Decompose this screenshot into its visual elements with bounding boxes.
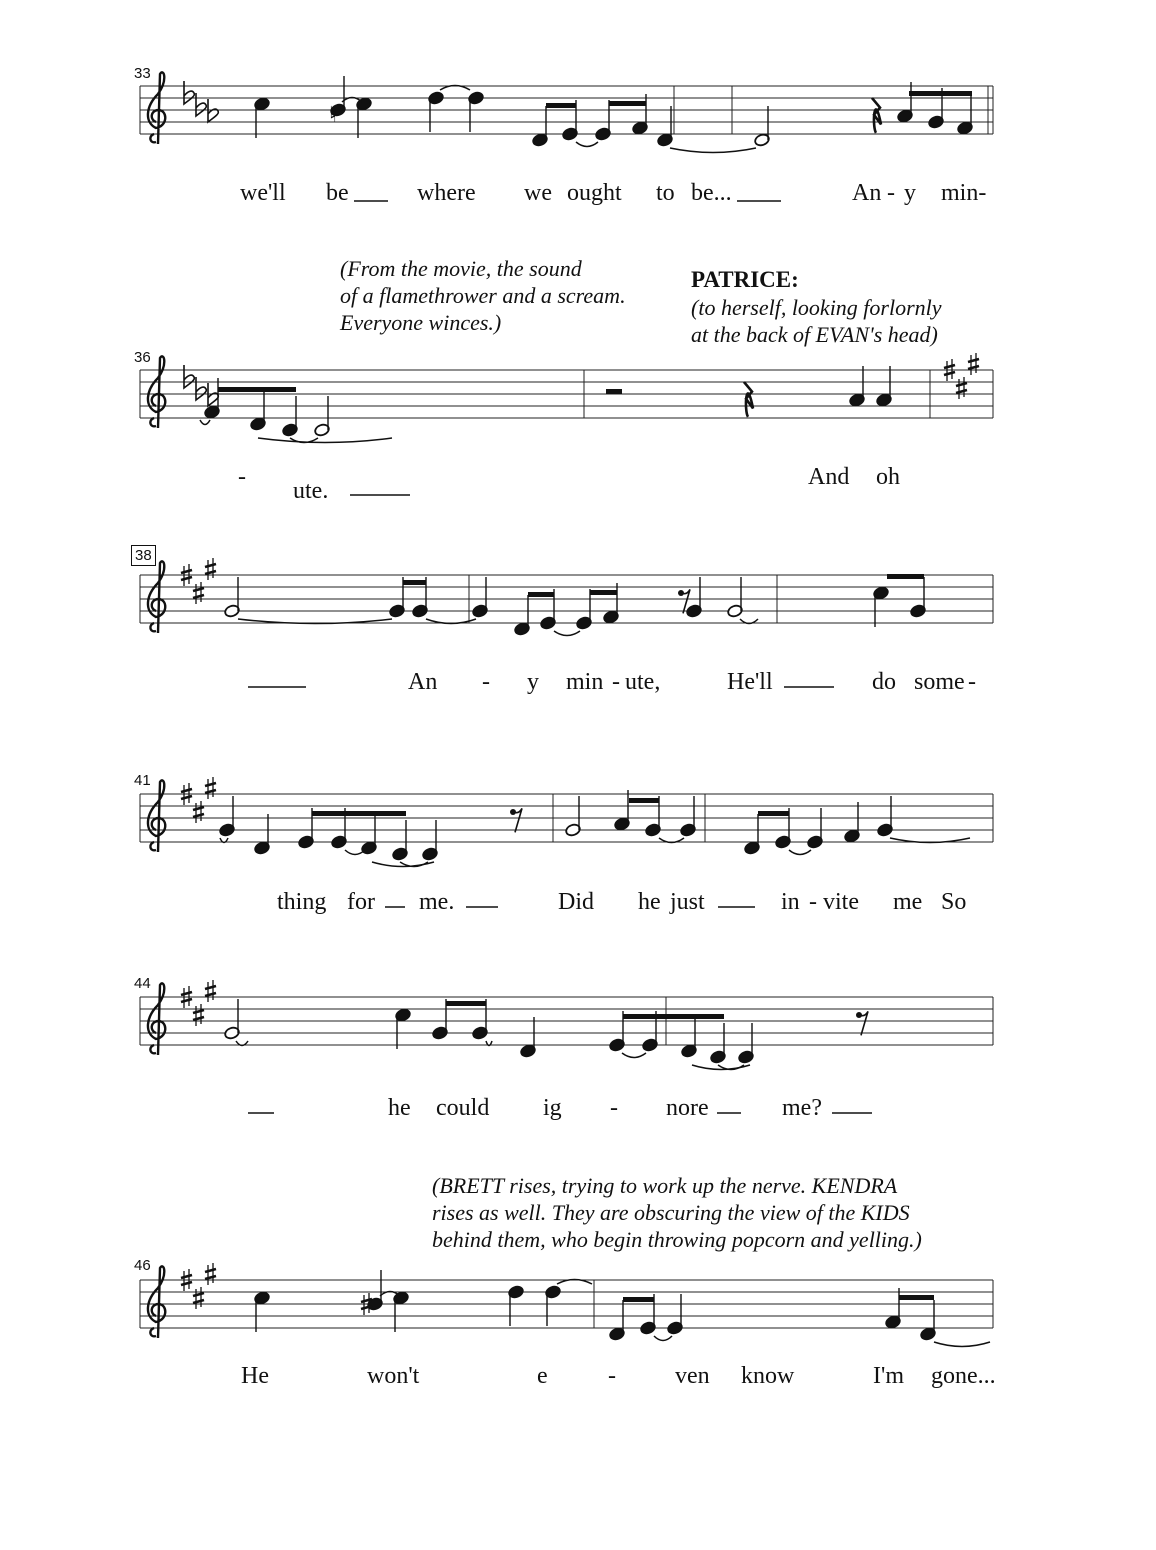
- measure-number-33: 33: [134, 65, 151, 82]
- sharp-sign: [193, 807, 204, 810]
- beam: [264, 387, 296, 392]
- lyric: e: [537, 1363, 548, 1389]
- beam: [623, 1014, 724, 1019]
- lyric: just: [670, 889, 705, 915]
- direction-line: (to herself, looking forlornly: [691, 295, 942, 320]
- direction-line: of a flamethrower and a scream.: [340, 283, 626, 308]
- lyric: nore: [666, 1095, 709, 1121]
- tie: [200, 420, 210, 425]
- tie: [934, 1342, 990, 1347]
- lyric: could: [436, 1095, 490, 1121]
- sharp-sign: [181, 1282, 192, 1285]
- sharp-sign: [944, 365, 955, 368]
- lyric: -: [482, 669, 490, 695]
- lyric: won't: [367, 1363, 420, 1389]
- lyric: ig: [543, 1095, 562, 1121]
- lyric: -: [612, 669, 620, 695]
- lyric: know: [741, 1363, 795, 1389]
- tie: [789, 850, 811, 855]
- lyric: thing: [277, 889, 327, 915]
- lyric: for: [347, 889, 375, 915]
- treble-clef: [148, 983, 165, 1055]
- sharp-sign: [193, 588, 204, 591]
- sharp-sign: [181, 570, 192, 573]
- lyric: me: [893, 889, 923, 915]
- measure-number-46: 46: [134, 1257, 151, 1274]
- direction-line: (From the movie, the sound: [340, 256, 582, 281]
- beam: [446, 1001, 486, 1006]
- sharp-sign: [205, 993, 216, 996]
- beam: [218, 387, 264, 392]
- beam: [887, 574, 924, 579]
- sharp-sign: [956, 383, 967, 386]
- sharp-sign: [193, 814, 204, 817]
- lyric: to: [656, 180, 675, 206]
- beam: [590, 590, 617, 595]
- flat-sign: [184, 81, 194, 104]
- lyric: Did: [558, 889, 594, 915]
- beam: [312, 811, 406, 816]
- sharp-sign: [205, 571, 216, 574]
- quarter-rest: [744, 382, 753, 417]
- lyric: -: [608, 1363, 616, 1389]
- character-name-patrice: PATRICE:: [691, 267, 799, 292]
- lyric: vite: [823, 889, 859, 915]
- measure-number-41: 41: [134, 772, 151, 789]
- direction-line: (BRETT rises, trying to work up the nerve. KENDRA: [432, 1173, 898, 1198]
- direction-line: behind them, who begin throwing popcorn and yelling.): [432, 1227, 922, 1252]
- sharp-sign: [193, 1017, 204, 1020]
- tie: [576, 142, 598, 147]
- beam: [403, 580, 426, 585]
- lyric: -: [968, 669, 976, 695]
- sharp-sign: [205, 1269, 216, 1272]
- direction-line: Everyone winces.): [340, 310, 502, 335]
- treble-clef: [148, 1266, 165, 1338]
- measure-number-36: 36: [134, 349, 151, 366]
- lyric: we: [524, 180, 552, 206]
- beam: [609, 101, 646, 106]
- sharp-sign: [205, 1276, 216, 1279]
- lyric: -: [238, 464, 246, 490]
- lyric: me.: [419, 889, 455, 915]
- lyric: y: [527, 669, 539, 695]
- sharp-sign: [956, 390, 967, 393]
- quarter-rest: [872, 98, 881, 133]
- lyric: he: [388, 1095, 411, 1121]
- lyric: -: [809, 889, 817, 915]
- flat-sign: [196, 377, 206, 400]
- lyric: be...: [691, 180, 732, 206]
- lyric: me?: [782, 1095, 822, 1121]
- tie: [670, 148, 756, 153]
- lyric: ought: [567, 180, 622, 206]
- lyric: min-: [941, 180, 987, 206]
- sharp-sign: [193, 595, 204, 598]
- lyric: where: [417, 180, 476, 206]
- tie: [654, 1336, 672, 1341]
- beam: [909, 91, 972, 96]
- sharp-sign: [181, 999, 192, 1002]
- sharp-sign: [181, 796, 192, 799]
- half-rest: [606, 389, 622, 394]
- sharp-sign: [181, 789, 192, 792]
- lyric: y: [904, 180, 916, 206]
- beam: [623, 1297, 654, 1302]
- measure-number-38: 38: [131, 545, 156, 566]
- lyric: An: [408, 669, 438, 695]
- lyric: we'll: [240, 180, 286, 206]
- lyric: he: [638, 889, 661, 915]
- beam: [899, 1295, 934, 1300]
- sharp-sign: [193, 1300, 204, 1303]
- lyric: ven: [675, 1363, 710, 1389]
- lyric: -: [610, 1095, 618, 1121]
- beam: [546, 103, 576, 108]
- direction-line: rises as well. They are obscuring the view of the KIDS: [432, 1200, 910, 1225]
- lyric: be: [326, 180, 349, 206]
- lyric: oh: [876, 464, 900, 490]
- beam: [758, 811, 789, 816]
- eighth-rest: [513, 808, 522, 832]
- treble-clef: [148, 780, 165, 852]
- sharp-sign: [205, 783, 216, 786]
- lyric: -: [887, 180, 895, 206]
- eighth-rest: [859, 1011, 868, 1035]
- treble-clef: [148, 356, 165, 428]
- sharp-sign: [181, 1275, 192, 1278]
- lyric: He: [241, 1363, 269, 1389]
- sharp-sign: [968, 359, 979, 362]
- lyric: min: [566, 669, 604, 695]
- flat-sign: [184, 365, 194, 388]
- slur: [258, 438, 392, 443]
- natural-sign: ♮: [329, 103, 337, 128]
- sharp-sign: [181, 992, 192, 995]
- measure-number-44: 44: [134, 975, 151, 992]
- beam: [629, 798, 659, 803]
- lyric: An: [852, 180, 882, 206]
- tie: [554, 631, 580, 636]
- treble-clef: [148, 72, 165, 144]
- lyric: So: [941, 889, 967, 915]
- sharp-sign: [968, 366, 979, 369]
- lyric: ute.: [293, 478, 329, 504]
- sharp-sign: [193, 1010, 204, 1013]
- flat-sign: [196, 93, 206, 116]
- lyric: He'll: [727, 669, 773, 695]
- lyric: I'm: [873, 1363, 904, 1389]
- sharp-sign: [181, 577, 192, 580]
- sharp-sign: [944, 372, 955, 375]
- lyric: And: [808, 464, 850, 490]
- lyric: do: [872, 669, 896, 695]
- sharp-sign: [205, 986, 216, 989]
- tie: [622, 1053, 646, 1058]
- lyric: gone...: [931, 1363, 996, 1389]
- lyric: ute,: [625, 669, 661, 695]
- lyric: in: [781, 889, 800, 915]
- direction-line: at the back of EVAN's head): [691, 322, 938, 347]
- sharp-sign: [205, 564, 216, 567]
- sharp-sign: [205, 790, 216, 793]
- treble-clef: [148, 561, 165, 633]
- sharp-sign: [193, 1293, 204, 1296]
- lyric: some: [914, 669, 965, 695]
- beam: [528, 592, 554, 597]
